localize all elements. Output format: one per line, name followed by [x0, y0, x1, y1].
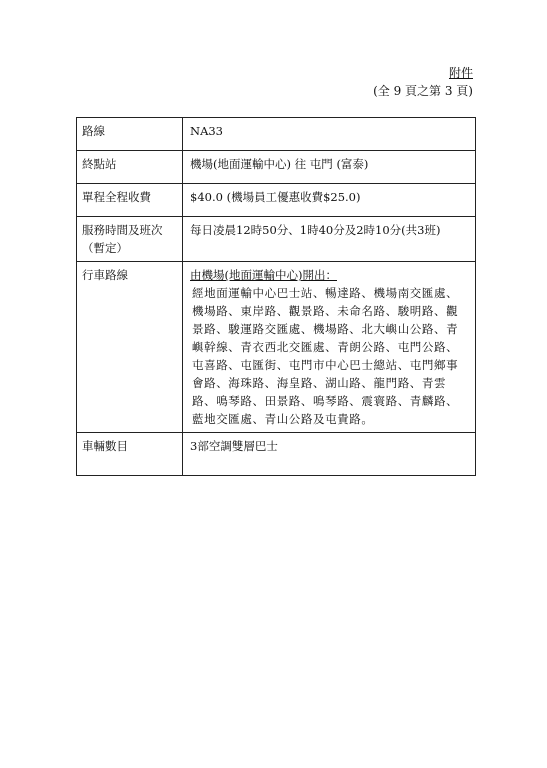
page-count: (全 9 頁之第 3 頁) [373, 84, 473, 98]
table-row-route [77, 118, 476, 151]
terminus-value: 機場(地面運輸中心) 往 屯門 (富泰) [183, 151, 476, 184]
service-label: 服務時間及班次（暫定） [77, 217, 183, 262]
page-header [373, 64, 473, 100]
vehicles-label: 車輛數目 [77, 433, 183, 476]
table-row-vehicles [77, 433, 476, 476]
terminus-label: 終點站 [77, 151, 183, 184]
table-row-itinerary [77, 262, 476, 433]
table-row-terminus [77, 151, 476, 184]
itinerary-value [183, 262, 476, 433]
table-row-fare [77, 184, 476, 217]
fare-label: 單程全程收費 [77, 184, 183, 217]
route-label: 路線 [77, 118, 183, 151]
vehicles-value: 3部空調雙層巴士 [183, 433, 476, 476]
itinerary-intro: 由機場(地面運輸中心)開出： [190, 268, 337, 282]
annex-label: 附件 [448, 66, 473, 80]
itinerary-body: 經地面運輸中心巴士站、暢達路、機場南交匯處、機場路、東岸路、觀景路、未命名路、駿明路、觀景路、駿運路交匯處、機場路、北大嶼山公路、青嶼幹線、青衣西北交匯處、青朗公路、屯門公路、屯喜路、屯匯街、屯門市中心巴士總站、屯門鄉事會路、海珠路、海皇路、湖山路、龍門路、青雲路、鳴琴路、田景路、鳴琴路、震寰路、青麟路、藍地交匯處、青山公路及屯貴路。 [192, 286, 459, 426]
service-value: 每日凌晨12時50分、1時40分及2時10分(共3班) [183, 217, 476, 262]
fare-value: $40.0 (機場員工優惠收費$25.0) [183, 184, 476, 217]
route-details-table [76, 117, 476, 476]
route-value: NA33 [183, 118, 476, 151]
itinerary-label: 行車路線 [77, 262, 183, 433]
table-row-service [77, 217, 476, 262]
